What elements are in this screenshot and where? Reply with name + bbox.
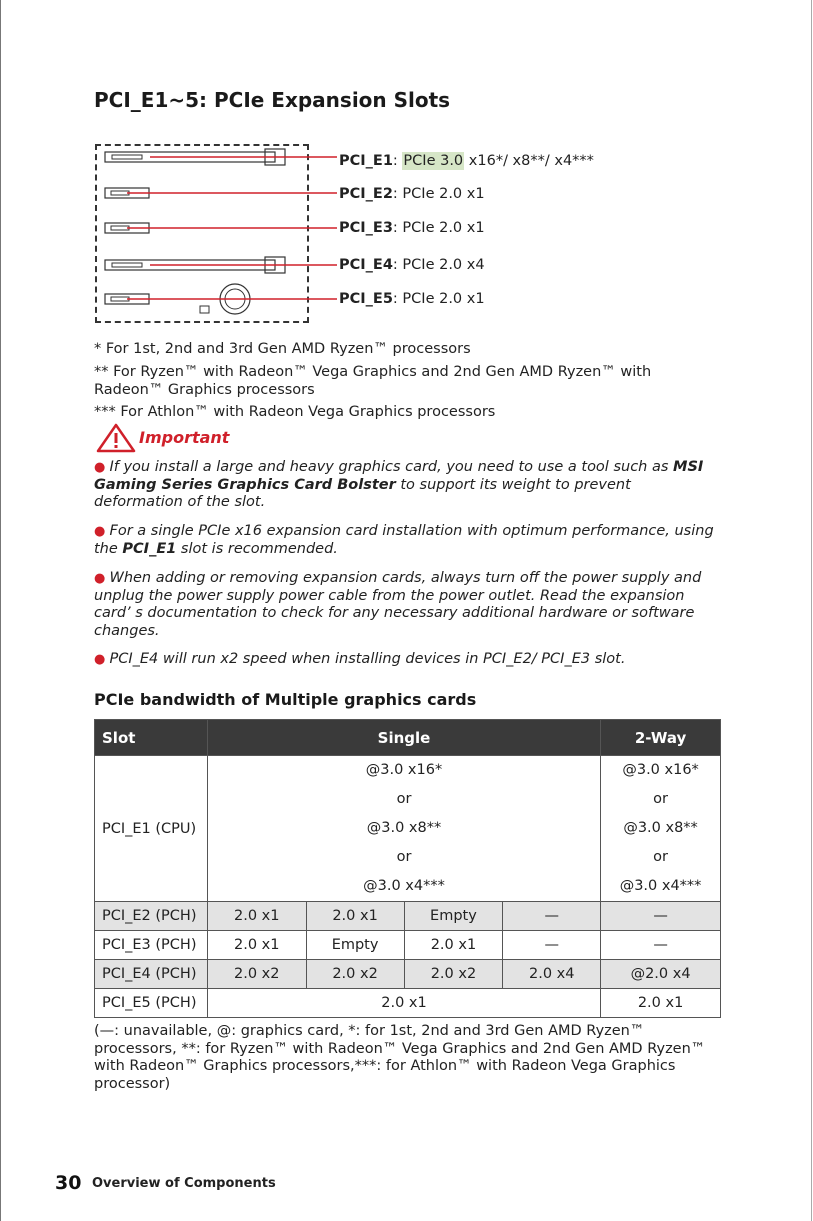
note-2: ** For Ryzen™ with Radeon™ Vega Graphics and 2nd Gen AMD Ryzen™ with Radeon™ Graphics processors: [94, 364, 652, 398]
highlight: PCIe 3.0: [403, 153, 464, 169]
note-3: *** For Athlon™ with Radeon Vega Graphics processors: [94, 404, 496, 420]
slot-label-pci-e5: PCI_E5: PCIe 2.0 x1: [339, 291, 485, 307]
e1-single-cell: [207, 756, 600, 902]
table-row: [95, 989, 721, 1018]
important-bullet-3: ● When adding or removing expansion cards, always turn off the power supply and unplug the power supply power cable from the power outlet. Read the expansion card’ s documentation to check for any necessary additional hardware or software changes.: [94, 570, 702, 639]
row-label: PCI_E1 (CPU): [95, 756, 208, 902]
header-two-way: 2-Way: [601, 720, 721, 756]
cell-value: @3.0 x4***: [619, 878, 702, 894]
cell-value: or: [396, 791, 412, 807]
table-row: [95, 960, 721, 989]
important-bullet-1: ● If you install a large and heavy graphics card, you need to use a tool such as MSI Gaming Series Graphics Card Bolster to support its weight to prevent deformation of the slot.: [94, 459, 704, 510]
row-label: PCI_E2 (PCH): [95, 902, 208, 931]
cell-value: @3.0 x4***: [363, 878, 445, 894]
cell-value: @3.0 x16*: [622, 762, 699, 778]
cell-value: @2.0 x4: [601, 960, 721, 989]
cell-value: 2.0 x1: [207, 902, 306, 931]
cell-value: 2.0 x4: [503, 960, 601, 989]
header-single: Single: [207, 720, 600, 756]
row-label: PCI_E3 (PCH): [95, 931, 208, 960]
important-bullet-2: ● For a single PCIe x16 expansion card installation with optimum performance, using the PCI_E1 slot is recommended.: [94, 523, 714, 557]
header-slot: Slot: [95, 720, 208, 756]
cell-value: 2.0 x1: [207, 931, 306, 960]
cell-value: 2.0 x2: [306, 960, 404, 989]
cell-value: 2.0 x1: [404, 931, 503, 960]
cell-value: 2.0 x1: [601, 989, 721, 1018]
table-row: [95, 902, 721, 931]
cell-value: Empty: [306, 931, 404, 960]
bandwidth-heading: PCIe bandwidth of Multiple graphics cards: [94, 690, 477, 709]
cell-value: —: [503, 902, 601, 931]
row-label: PCI_E5 (PCH): [95, 989, 208, 1018]
bandwidth-table: [94, 719, 721, 1018]
table-row: [95, 931, 721, 960]
important-bullet-4: ● PCI_E4 will run x2 speed when installing devices in PCI_E2/ PCI_E3 slot.: [94, 651, 626, 667]
slot-diagram-drawing: [95, 144, 345, 324]
slot-label-pci-e3: PCI_E3: PCIe 2.0 x1: [339, 220, 485, 236]
note-1: * For 1st, 2nd and 3rd Gen AMD Ryzen™ processors: [94, 341, 471, 357]
slot-label-pci-e4: PCI_E4: PCIe 2.0 x4: [339, 257, 485, 273]
warning-icon: [96, 423, 136, 453]
slot-label-pci-e2: PCI_E2: PCIe 2.0 x1: [339, 186, 485, 202]
cell-value: or: [396, 849, 412, 865]
table-row: [95, 756, 721, 902]
page-number: 30: [55, 1172, 82, 1194]
cell-value: @3.0 x16*: [365, 762, 443, 778]
cell-value: —: [601, 902, 721, 931]
cell-value: 2.0 x1: [306, 902, 404, 931]
cell-value: or: [653, 849, 668, 865]
cell-value: 2.0 x2: [404, 960, 503, 989]
cell-value: —: [503, 931, 601, 960]
cell-value: @3.0 x8**: [366, 820, 442, 836]
important-title: Important: [139, 428, 230, 447]
page-title: PCI_E1~5: PCIe Expansion Slots: [94, 88, 451, 112]
cell-value: or: [653, 791, 668, 807]
cell-value: —: [601, 931, 721, 960]
section-name: Overview of Components: [92, 1176, 276, 1191]
e1-two-way-cell: [601, 756, 721, 902]
slot-label-pci-e1: PCI_E1: PCIe 3.0 x16*/ x8**/ x4***: [339, 153, 594, 169]
cell-value: 2.0 x2: [207, 960, 306, 989]
cell-value: 2.0 x1: [207, 989, 600, 1018]
cell-value: @3.0 x8**: [623, 820, 698, 836]
row-label: PCI_E4 (PCH): [95, 960, 208, 989]
table-header-row: [95, 720, 721, 756]
cell-value: Empty: [404, 902, 503, 931]
table-footnote: (—: unavailable, @: graphics card, *: for 1st, 2nd and 3rd Gen AMD Ryzen™ processors, **: for Ryzen™ with Radeon™ Vega Graphics and 2nd Gen AMD Ryzen™ with Radeon™ Graphics processors,***: for Athlon™ with Radeon Vega Graphics processor): [94, 1023, 706, 1092]
